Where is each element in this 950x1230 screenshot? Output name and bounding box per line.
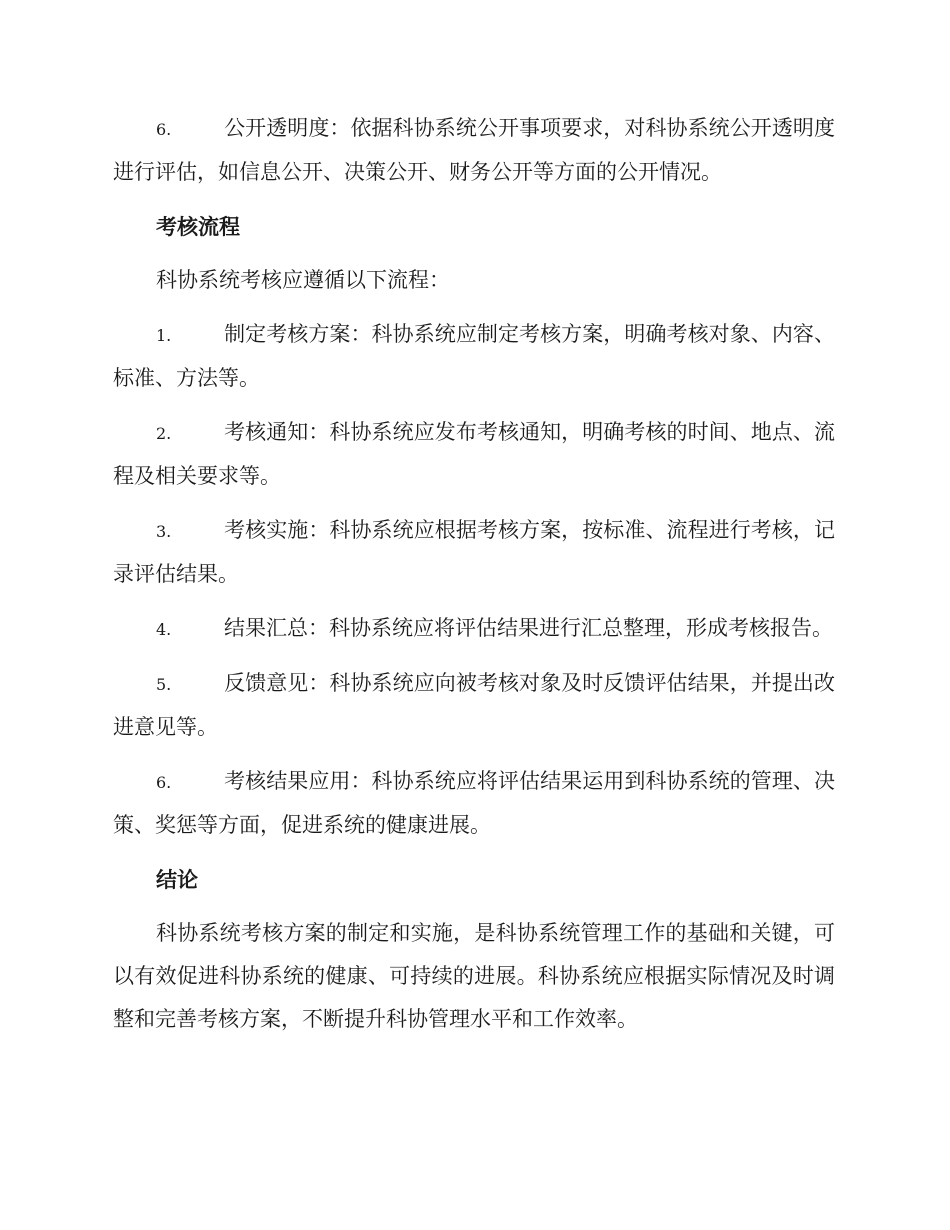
- list-item-number: 4.: [156, 620, 172, 639]
- list-item-text: 考核实施：科协系统应根据考核方案，按标准、流程进行考核，记录评估结果。: [113, 518, 835, 586]
- list-item-text: 反馈意见：科协系统应向被考核对象及时反馈评估结果，并提出改进意见等。: [113, 671, 835, 739]
- list-item: [113, 107, 835, 194]
- list-item-text: 考核结果应用：科协系统应将评估结果运用到科协系统的管理、决策、奖惩等方面，促进系统的健康进展。: [113, 769, 835, 837]
- list-item-number: 3.: [156, 522, 172, 541]
- section-heading-conclusion: 结论: [156, 867, 198, 892]
- list-item-number: 6.: [156, 773, 172, 792]
- list-item-number: 1.: [156, 326, 172, 345]
- process-intro: 科协系统考核应遵循以下流程：: [156, 268, 450, 292]
- list-item-text: 制定考核方案：科协系统应制定考核方案，明确考核对象、内容、标准、方法等。: [113, 322, 835, 390]
- conclusion-paragraph: 科协系统考核方案的制定和实施，是科协系统管理工作的基础和关键，可以有效促进科协系统的健康、可持续的进展。科协系统应根据实际情况及时调整和完善考核方案，不断提升科协管理水平和工作效率。: [113, 921, 835, 1031]
- list-item: [113, 662, 835, 749]
- list-item-text: 考核通知：科协系统应发布考核通知，明确考核的时间、地点、流程及相关要求等。: [113, 420, 835, 488]
- list-item-number: 5.: [156, 675, 172, 694]
- list-item: [113, 607, 835, 651]
- list-item-text: 结果汇总：科协系统应将评估结果进行汇总整理，形成考核报告。: [224, 616, 833, 640]
- list-item-number: 2.: [156, 424, 172, 443]
- list-item-number: 6.: [156, 120, 172, 139]
- list-item: [113, 313, 835, 400]
- document-page: [113, 107, 835, 1052]
- list-item: [113, 760, 835, 847]
- list-item-text: 公开透明度：依据科协系统公开事项要求，对科协系统公开透明度进行评估，如信息公开、决策公开、财务公开等方面的公开情况。: [113, 116, 835, 184]
- list-item: [113, 411, 835, 498]
- list-item: [113, 509, 835, 596]
- section-heading-process: 考核流程: [156, 214, 240, 239]
